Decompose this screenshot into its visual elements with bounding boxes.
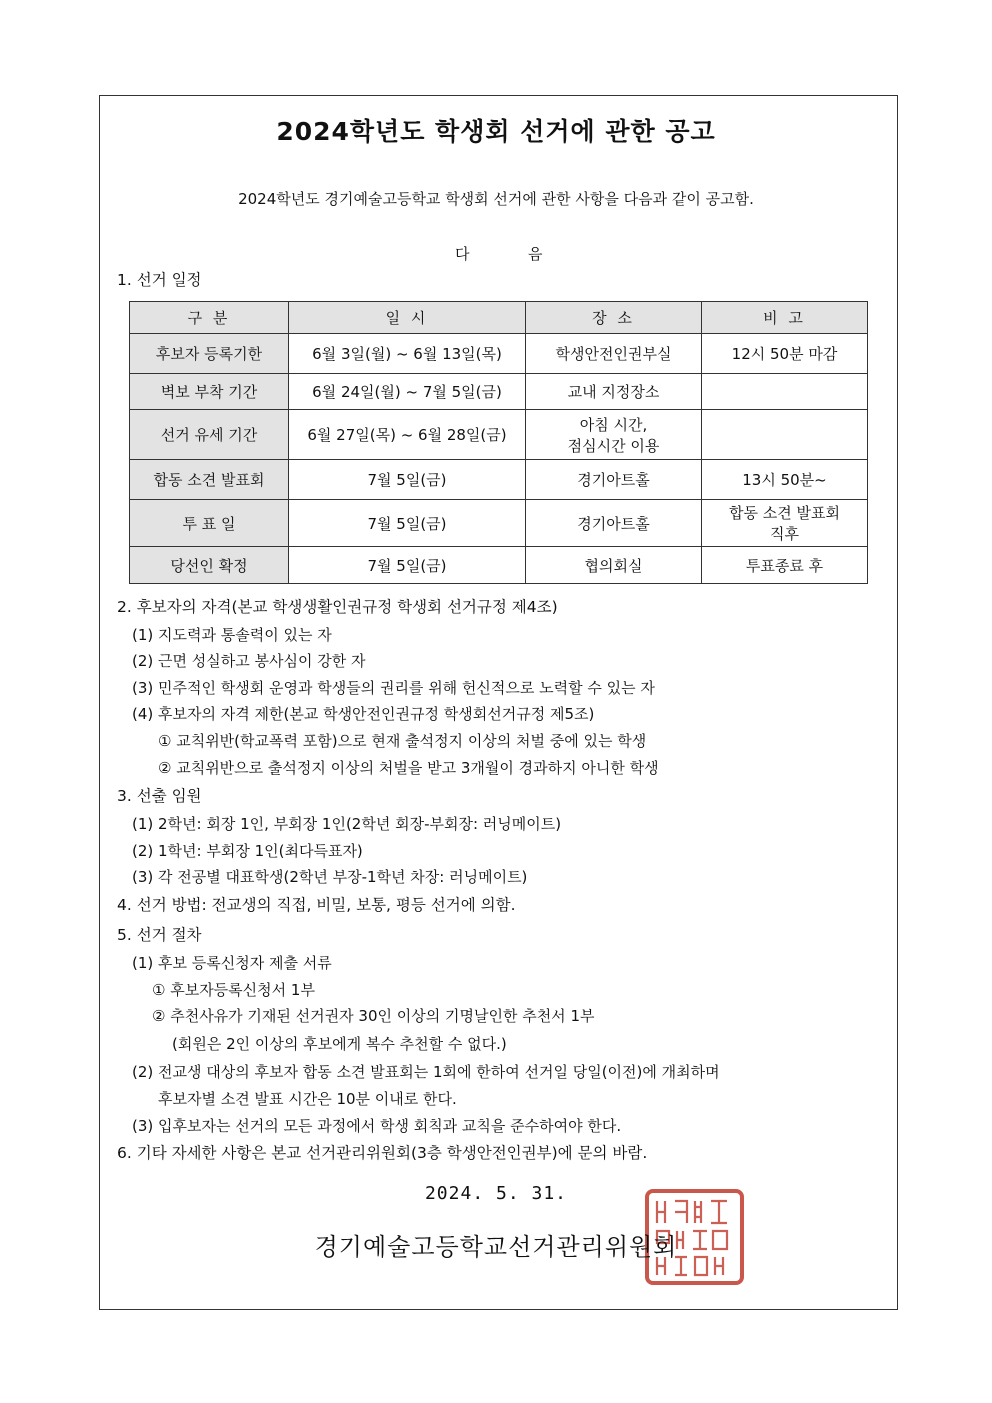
list-subitem: ① 교칙위반(학교폭력 포함)으로 현재 출석정지 이상의 처벌 중에 있는 학생 <box>158 732 647 750</box>
header-datetime: 일 시 <box>289 302 526 334</box>
eum-label: 음 <box>528 245 543 263</box>
page-title: 2024학년도 학생회 선거에 관한 공고 <box>276 117 716 146</box>
notice-date: 2024. 5. 31. <box>424 1183 568 1204</box>
row-place: 학생안전인권부실 <box>526 334 702 374</box>
section-2-heading: 2. 후보자의 자격(본교 학생생활인권규정 학생회 선거규정 제4조) <box>117 598 558 616</box>
row-note <box>702 500 868 547</box>
list-item: (4) 후보자의 자격 제한(본교 학생안전인권규정 학생회선거규정 제5조) <box>132 705 595 723</box>
table-header-row <box>130 302 868 334</box>
row-note: 투표종료 후 <box>702 547 868 584</box>
table-row <box>130 500 868 547</box>
intro-text: 2024학년도 경기예술고등학교 학생회 선거에 관한 사항을 다음과 같이 공고함. <box>238 190 754 208</box>
list-item: (2) 1학년: 부회장 1인(최다득표자) <box>132 842 363 860</box>
section-3-heading: 3. 선출 임원 <box>117 787 202 805</box>
row-date: 6월 24일(월) ~ 7월 5일(금) <box>289 374 526 410</box>
row-place: 경기아트홀 <box>526 500 702 547</box>
note-line-1: 합동 소견 발표회 <box>729 504 840 522</box>
list-item: (2) 전교생 대상의 후보자 합동 소견 발표회는 1회에 한하여 선거일 당일(이전)에 개최하며 <box>132 1063 720 1081</box>
row-label: 후보자 등록기한 <box>130 334 289 374</box>
section-4-heading: 4. 선거 방법: 전교생의 직접, 비밀, 보통, 평등 선거에 의함. <box>117 896 516 914</box>
row-date: 7월 5일(금) <box>289 500 526 547</box>
list-item: (3) 입후보자는 선거의 모든 과정에서 학생 회칙과 교칙을 준수하여야 한다. <box>132 1117 622 1135</box>
table-row <box>130 374 868 410</box>
da-label: 다 <box>455 245 470 263</box>
row-place: 교내 지정장소 <box>526 374 702 410</box>
row-note <box>702 374 868 410</box>
row-note: 12시 50분 마감 <box>702 334 868 374</box>
row-label: 벽보 부착 기간 <box>130 374 289 410</box>
row-note <box>702 410 868 460</box>
list-item: (1) 지도력과 통솔력이 있는 자 <box>132 626 332 644</box>
table-row <box>130 460 868 500</box>
row-label: 선거 유세 기간 <box>130 410 289 460</box>
list-item: (3) 민주적인 학생회 운영과 학생들의 권리를 위해 헌신적으로 노력할 수 있는 자 <box>132 679 655 697</box>
place-line-2: 점심시간 이용 <box>567 436 660 455</box>
list-item: (3) 각 전공별 대표학생(2학년 부장-1학년 차장: 러닝메이트) <box>132 868 528 886</box>
place-line-1: 아침 시간, <box>579 415 648 434</box>
list-subitem: ② 추천사유가 기재된 선거권자 30인 이상의 기명날인한 추천서 1부 <box>152 1007 595 1025</box>
row-note: 13시 50분~ <box>702 460 868 500</box>
header-note: 비 고 <box>702 302 868 334</box>
row-label: 당선인 확정 <box>130 547 289 584</box>
section-1-heading: 1. 선거 일정 <box>117 271 202 289</box>
row-date: 6월 27일(목) ~ 6월 28일(금) <box>289 410 526 460</box>
row-place <box>526 410 702 460</box>
schedule-table <box>129 301 868 584</box>
table-row <box>130 410 868 460</box>
list-subitem: ① 후보자등록신청서 1부 <box>152 981 315 999</box>
note-line-2: 직후 <box>770 525 799 543</box>
section-5-heading: 5. 선거 절차 <box>117 926 202 944</box>
header-category: 구 분 <box>130 302 289 334</box>
row-date: 6월 3일(월) ~ 6월 13일(목) <box>289 334 526 374</box>
row-place: 협의회실 <box>526 547 702 584</box>
list-item: (1) 후보 등록신청자 제출 서류 <box>132 954 332 972</box>
row-label: 투 표 일 <box>130 500 289 547</box>
table-row <box>130 547 868 584</box>
list-subitem: ② 교칙위반으로 출석정지 이상의 처벌을 받고 3개월이 경과하지 아니한 학생 <box>158 759 659 777</box>
list-note: (회원은 2인 이상의 후보에게 복수 추천할 수 없다.) <box>172 1035 507 1053</box>
section-6-heading: 6. 기타 자세한 사항은 본교 선거관리위원회(3층 학생안전인권부)에 문의 바람. <box>117 1144 648 1162</box>
list-item-continuation: 후보자별 소견 발표 시간은 10분 이내로 한다. <box>158 1090 457 1108</box>
row-label: 합동 소견 발표회 <box>130 460 289 500</box>
list-item: (1) 2학년: 회장 1인, 부회장 1인(2학년 회장-부회장: 러닝메이트) <box>132 815 562 833</box>
committee-name: 경기예술고등학교선거관리위원회 <box>314 1233 678 1261</box>
row-date: 7월 5일(금) <box>289 547 526 584</box>
row-place: 경기아트홀 <box>526 460 702 500</box>
row-date: 7월 5일(금) <box>289 460 526 500</box>
table-row <box>130 334 868 374</box>
list-item: (2) 근면 성실하고 봉사심이 강한 자 <box>132 652 366 670</box>
header-place: 장 소 <box>526 302 702 334</box>
